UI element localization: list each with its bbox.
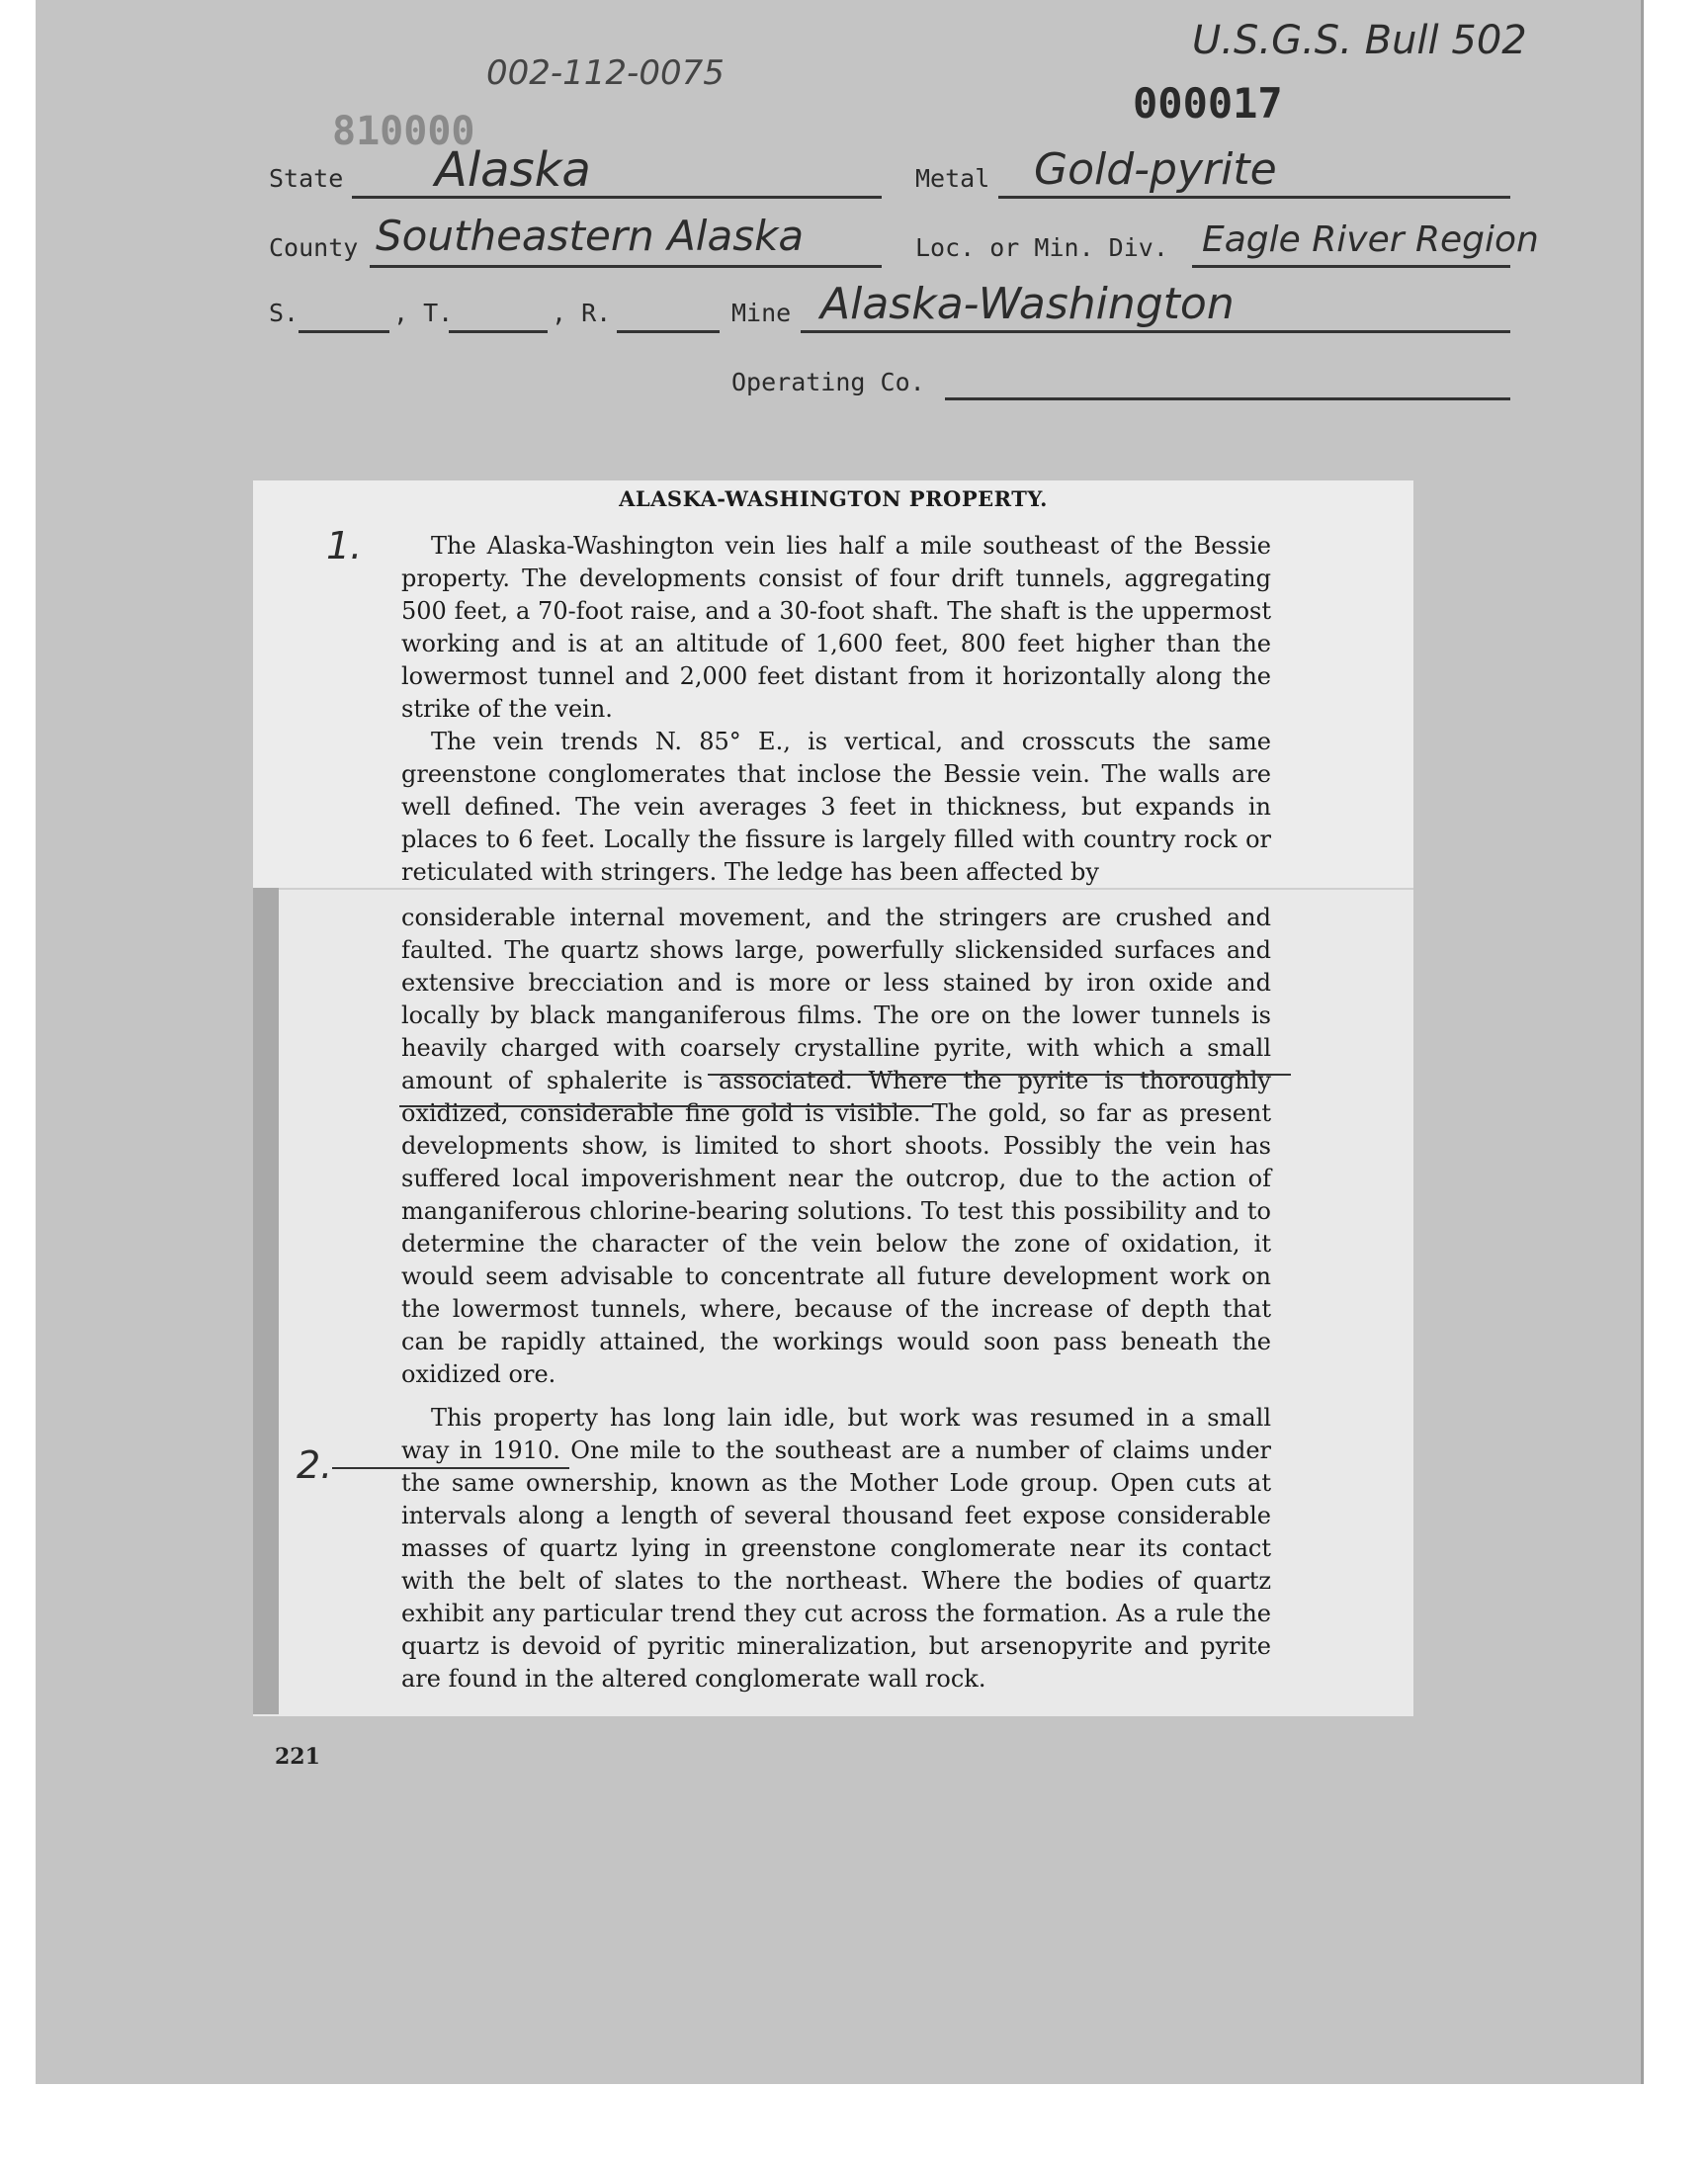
- t-line: [449, 330, 548, 333]
- sequence-stamp-number: 000017: [1133, 79, 1283, 128]
- r-label: , R.: [552, 299, 612, 327]
- paragraph-1: The Alaska-Washington vein lies half a mile southeast of the Bessie property. The developments consist of four drift tunnels, aggregating 500 feet, a 70-foot raise, and a 30-foot shaft. The shaft is the uppermost working and is at an altitude of 1,600 feet, 800 feet higher than the lowermost tunnel and 2,000 feet distant from it horizontally along the strike of the vein.: [401, 532, 1271, 723]
- bracket-1910: [332, 1467, 569, 1469]
- s-line: [299, 330, 389, 333]
- state-value: Alaska: [435, 142, 591, 198]
- state-label: State: [269, 164, 344, 193]
- clipping-torn-edge: [253, 888, 279, 1714]
- metal-label: Metal: [915, 164, 990, 193]
- loc-value: Eagle River Region: [1202, 219, 1539, 260]
- r-line: [617, 330, 720, 333]
- faded-stamp-number: 810000: [332, 109, 475, 154]
- file-number-note: 002-112-0075: [486, 53, 725, 93]
- page-number: 221: [275, 1744, 320, 1770]
- t-label-text: T.: [423, 299, 454, 327]
- paragraph-4: This property has long lain idle, but work was resumed in a small way in 1910. One mile to the southeast are a number of claims under the same ownership, known as the Mother Lode group. Open cuts at intervals along a length of several thousand feet expose considerable masses of quartz lying in greenstone conglomerate near its contact with the belt of slates to the northeast. Where the bodies of quartz exhibit any particular trend they cut across the formation. As a rule the quartz is devoid of pyritic mineralization, but arsenopyrite and pyrite are found in the altered conglomerate wall rock.: [401, 1404, 1271, 1693]
- marker-1: 1.: [326, 524, 363, 567]
- county-line: [370, 265, 882, 268]
- mine-line: [801, 330, 1510, 333]
- t-label: , T.: [393, 299, 454, 327]
- metal-line: [998, 196, 1510, 199]
- s-label: S.: [269, 299, 299, 327]
- clipping-heading: ALASKA-WASHINGTON PROPERTY.: [619, 486, 1048, 511]
- metal-value: Gold-pyrite: [1034, 144, 1277, 195]
- bulletin-note: U.S.G.S. Bull 502: [1192, 18, 1527, 63]
- loc-line: [1192, 265, 1510, 268]
- state-line: [352, 196, 882, 199]
- county-value: Southeastern Alaska: [376, 212, 805, 260]
- operating-label: Operating Co.: [731, 368, 925, 396]
- paragraph-2: The vein trends N. 85° E., is vertical, and crosscuts the same greenstone conglomerates that inclose the Bessie vein. The walls are well defined. The vein averages 3 feet in thickness, but expands in places to 6 feet. Locally the fissure is largely filled with country rock or reticulated with stringers. The ledge has been affected by: [401, 728, 1271, 886]
- operating-line: [945, 397, 1510, 400]
- r-label-text: R.: [581, 299, 612, 327]
- underline-pyrite: [708, 1074, 1291, 1076]
- loc-label: Loc. or Min. Div.: [915, 233, 1168, 262]
- paragraph-3: considerable internal movement, and the stringers are crushed and faulted. The quartz shows large, powerfully slickensided surfaces and extensive brecciation and is more or less stained by iron oxide and locally by black manganiferous films. The ore on the lower tunnels is heavily charged with coarsely crystalline pyrite, with which a small amount of sphalerite is associated. Where the pyrite is thoroughly oxidized, considerable fine gold is visible. The gold, so far as present developments show, is limited to short shoots. Possibly the vein has suffered local impoverishment near the outcrop, due to the action of manganiferous chlorine-bearing solutions. To test this possibility and to determine the character of the vein below the zone of oxidation, it would seem advisable to concentrate all future development work on the lowermost tunnels, where, because of the increase of depth that can be rapidly attained, the workings would soon pass beneath the oxidized ore.: [401, 904, 1271, 1388]
- county-label: County: [269, 233, 359, 262]
- mine-value: Alaska-Washington: [820, 279, 1235, 329]
- marker-2: 2.: [297, 1443, 333, 1487]
- mine-label: Mine: [731, 299, 792, 327]
- underline-sphalerite: [399, 1105, 933, 1107]
